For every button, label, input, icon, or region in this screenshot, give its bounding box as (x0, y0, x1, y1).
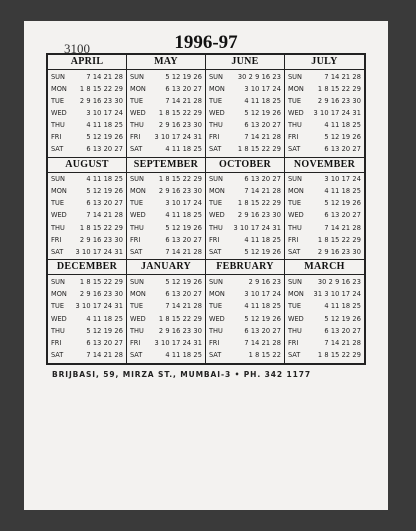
weekday-label: SUN (51, 175, 65, 184)
weekday-row (48, 223, 126, 234)
date-numbers: 4 11 18 25 (86, 314, 123, 323)
date-numbers: 6 13 20 27 (244, 175, 281, 184)
weekday-label: THU (209, 326, 223, 335)
date-numbers: 4 11 18 25 (86, 120, 123, 129)
weekday-row (48, 301, 126, 312)
date-numbers: 6 13 20 27 (86, 145, 123, 154)
weekday-label: THU (130, 120, 144, 129)
date-numbers: 6 13 20 27 (86, 199, 123, 208)
weekday-row (127, 210, 205, 221)
weekday-label: SAT (51, 247, 64, 256)
weekday-label: FRI (288, 235, 299, 244)
weekday-label: MON (51, 187, 67, 196)
weekday-label: SUN (130, 72, 144, 81)
date-numbers: 5 12 19 26 (86, 187, 123, 196)
date-numbers: 4 11 18 25 (244, 302, 281, 311)
weekday-row (206, 198, 284, 209)
date-numbers: 3 10 17 24 (244, 290, 281, 299)
weekday-label: FRI (209, 235, 220, 244)
weekday-row (206, 144, 284, 155)
month-block-july (285, 55, 364, 158)
weekday-label: TUE (209, 199, 223, 208)
weekday-row (206, 120, 284, 131)
date-numbers: 3 10 17 24 31 (75, 247, 123, 256)
month-name: NOVEMBER (285, 158, 364, 173)
date-numbers: 3 10 17 24 31 (154, 133, 202, 142)
date-numbers: 5 12 19 26 (324, 199, 361, 208)
weekday-row (48, 235, 126, 246)
weekday-label: SAT (288, 351, 301, 360)
date-numbers: 1 8 15 22 29 (158, 175, 202, 184)
weekday-row (285, 350, 364, 361)
weekday-label: SAT (130, 247, 143, 256)
weekday-label: FRI (209, 339, 220, 348)
weekday-row (206, 277, 284, 288)
weekday-label: MON (209, 84, 225, 93)
weekday-row (127, 289, 205, 300)
date-numbers: 1 8 15 22 (248, 351, 281, 360)
date-numbers: 7 14 21 28 (165, 247, 202, 256)
weekday-label: SUN (130, 277, 144, 286)
date-numbers: 4 11 18 25 (324, 302, 361, 311)
weekday-label: SAT (209, 247, 222, 256)
date-numbers: 1 8 15 22 29 (317, 351, 361, 360)
date-numbers: 5 12 19 26 (244, 314, 281, 323)
date-numbers: 5 12 19 26 (244, 247, 281, 256)
weekday-label: SUN (209, 175, 223, 184)
month-name: AUGUST (48, 158, 126, 173)
weekday-row (285, 235, 364, 246)
month-name: OCTOBER (206, 158, 284, 173)
weekday-label: WED (209, 108, 225, 117)
weekday-label: WED (51, 211, 67, 220)
weekday-label: MON (209, 187, 225, 196)
weekday-label: SAT (130, 351, 143, 360)
date-numbers: 2 9 16 23 30 (237, 211, 281, 220)
weekday-row (206, 132, 284, 143)
weekday-label: FRI (288, 133, 299, 142)
weekday-row (48, 210, 126, 221)
weekday-label: THU (51, 326, 65, 335)
week-rows (206, 70, 284, 157)
weekday-row (48, 186, 126, 197)
weekday-label: FRI (51, 133, 62, 142)
date-numbers: 3 10 17 24 31 (75, 302, 123, 311)
date-numbers: 5 12 19 26 (165, 72, 202, 81)
weekday-label: TUE (130, 96, 144, 105)
weekday-row (127, 338, 205, 349)
date-numbers: 7 14 21 28 (244, 187, 281, 196)
date-numbers: 1 8 15 22 29 (79, 223, 123, 232)
weekday-row (48, 174, 126, 185)
date-numbers: 7 14 21 28 (165, 302, 202, 311)
date-numbers: 2 9 16 23 30 (79, 235, 123, 244)
weekday-label: TUE (51, 302, 65, 311)
weekday-row (206, 186, 284, 197)
date-numbers: 30 2 9 16 23 (317, 277, 361, 286)
weekday-label: MON (130, 84, 146, 93)
month-grid (46, 53, 366, 365)
publisher-footer: BRIJBASI, 59, MIRZA ST., MUMBAI-3 • PH. 342 1177 (52, 370, 311, 379)
month-block-january (127, 260, 206, 363)
weekday-row (285, 247, 364, 258)
weekday-row (285, 301, 364, 312)
weekday-row (127, 223, 205, 234)
weekday-label: SAT (288, 145, 301, 154)
weekday-label: FRI (130, 339, 141, 348)
weekday-row (127, 120, 205, 131)
weekday-label: WED (130, 108, 146, 117)
weekday-label: MON (51, 290, 67, 299)
weekday-row (285, 144, 364, 155)
month-name: FEBRUARY (206, 260, 284, 275)
weekday-row (206, 72, 284, 83)
date-numbers: 7 14 21 28 (324, 223, 361, 232)
weekday-label: FRI (51, 339, 62, 348)
month-block-november (285, 158, 364, 261)
date-numbers: 2 9 16 23 30 (158, 326, 202, 335)
weekday-row (206, 84, 284, 95)
weekday-label: TUE (209, 302, 223, 311)
date-numbers: 6 13 20 27 (324, 326, 361, 335)
date-numbers: 4 11 18 25 (244, 96, 281, 105)
date-numbers: 7 14 21 28 (86, 211, 123, 220)
date-numbers: 7 14 21 28 (324, 339, 361, 348)
week-rows (285, 275, 364, 363)
weekday-label: MON (288, 290, 304, 299)
weekday-label: SUN (130, 175, 144, 184)
weekday-label: WED (288, 314, 304, 323)
calendar-title: 1996-97 (174, 32, 238, 53)
month-block-december (48, 260, 127, 363)
week-rows (206, 275, 284, 363)
date-numbers: 1 8 15 22 29 (158, 108, 202, 117)
date-numbers: 4 11 18 25 (324, 187, 361, 196)
weekday-row (285, 314, 364, 325)
date-numbers: 1 8 15 22 29 (317, 235, 361, 244)
date-numbers: 5 12 19 26 (165, 277, 202, 286)
weekday-label: THU (130, 223, 144, 232)
weekday-row (285, 289, 364, 300)
weekday-row (206, 314, 284, 325)
date-numbers: 4 11 18 25 (244, 235, 281, 244)
weekday-label: SUN (209, 277, 223, 286)
weekday-label: MON (288, 84, 304, 93)
date-numbers: 2 9 16 23 30 (158, 187, 202, 196)
date-numbers: 4 11 18 25 (165, 211, 202, 220)
weekday-row (285, 223, 364, 234)
month-block-june (206, 55, 285, 158)
weekday-label: FRI (51, 235, 62, 244)
month-name: APRIL (48, 55, 126, 70)
weekday-row (206, 326, 284, 337)
weekday-row (285, 186, 364, 197)
weekday-label: FRI (209, 133, 220, 142)
weekday-row (285, 277, 364, 288)
date-numbers: 6 13 20 27 (324, 211, 361, 220)
date-numbers: 3 10 17 24 31 (233, 223, 281, 232)
date-numbers: 7 14 21 28 (324, 72, 361, 81)
date-numbers: 5 12 19 26 (324, 133, 361, 142)
date-numbers: 2 9 16 23 30 (79, 290, 123, 299)
weekday-row (127, 277, 205, 288)
week-rows (48, 70, 126, 157)
weekday-label: FRI (130, 235, 141, 244)
weekday-label: WED (209, 314, 225, 323)
date-numbers: 1 8 15 22 29 (158, 314, 202, 323)
weekday-row (127, 72, 205, 83)
date-numbers: 3 10 17 24 (244, 84, 281, 93)
weekday-label: MON (51, 84, 67, 93)
weekday-row (285, 72, 364, 83)
weekday-row (48, 84, 126, 95)
weekday-row (48, 144, 126, 155)
weekday-row (48, 198, 126, 209)
week-rows (48, 275, 126, 363)
weekday-label: SUN (51, 72, 65, 81)
weekday-label: WED (288, 108, 304, 117)
month-name: JANUARY (127, 260, 205, 275)
date-numbers: 2 9 16 23 30 (317, 96, 361, 105)
date-numbers: 3 10 17 24 (165, 199, 202, 208)
weekday-label: SUN (209, 72, 223, 81)
weekday-row (48, 108, 126, 119)
date-numbers: 2 9 16 23 30 (317, 247, 361, 256)
weekday-row (127, 198, 205, 209)
weekday-row (206, 350, 284, 361)
weekday-label: THU (288, 120, 302, 129)
weekday-row (48, 350, 126, 361)
date-numbers: 5 12 19 26 (86, 133, 123, 142)
date-numbers: 1 8 15 22 29 (237, 145, 281, 154)
date-numbers: 7 14 21 28 (86, 351, 123, 360)
weekday-label: THU (209, 223, 223, 232)
date-numbers: 5 12 19 26 (86, 326, 123, 335)
date-numbers: 3 10 17 24 (324, 175, 361, 184)
weekday-row (48, 96, 126, 107)
weekday-row (285, 132, 364, 143)
weekday-label: THU (288, 326, 302, 335)
date-numbers: 5 12 19 26 (165, 223, 202, 232)
date-numbers: 4 11 18 25 (165, 351, 202, 360)
month-block-march (285, 260, 364, 363)
date-numbers: 6 13 20 27 (244, 326, 281, 335)
weekday-label: MON (130, 187, 146, 196)
weekday-row (285, 326, 364, 337)
date-numbers: 5 12 19 26 (244, 108, 281, 117)
date-numbers: 7 14 21 28 (244, 133, 281, 142)
calendar-card (24, 21, 388, 510)
weekday-label: SAT (288, 247, 301, 256)
date-numbers: 4 11 18 25 (165, 145, 202, 154)
weekday-label: THU (209, 120, 223, 129)
weekday-row (48, 120, 126, 131)
month-block-august (48, 158, 127, 261)
weekday-label: THU (51, 223, 65, 232)
weekday-label: SUN (288, 72, 302, 81)
weekday-row (206, 108, 284, 119)
weekday-row (285, 198, 364, 209)
weekday-row (48, 72, 126, 83)
date-numbers: 6 13 20 27 (86, 339, 123, 348)
weekday-row (127, 186, 205, 197)
weekday-row (206, 338, 284, 349)
date-numbers: 4 11 18 25 (86, 175, 123, 184)
date-numbers: 30 2 9 16 23 (237, 72, 281, 81)
weekday-row (206, 289, 284, 300)
date-numbers: 31 3 10 17 24 (313, 290, 361, 299)
weekday-row (206, 301, 284, 312)
date-numbers: 1 8 15 22 29 (237, 199, 281, 208)
weekday-row (285, 174, 364, 185)
date-numbers: 3 10 17 24 31 (313, 108, 361, 117)
week-rows (48, 173, 126, 260)
month-name: SEPTEMBER (127, 158, 205, 173)
weekday-row (285, 210, 364, 221)
weekday-row (48, 314, 126, 325)
date-numbers: 7 14 21 28 (86, 72, 123, 81)
date-numbers: 2 9 16 23 30 (158, 120, 202, 129)
week-rows (285, 173, 364, 260)
weekday-label: SUN (288, 175, 302, 184)
weekday-label: THU (288, 223, 302, 232)
date-numbers: 7 14 21 28 (165, 96, 202, 105)
date-numbers: 1 8 15 22 29 (317, 84, 361, 93)
weekday-row (127, 132, 205, 143)
weekday-label: SAT (130, 145, 143, 154)
weekday-label: THU (130, 326, 144, 335)
weekday-row (206, 210, 284, 221)
date-numbers: 3 10 17 24 (86, 108, 123, 117)
weekday-row (206, 174, 284, 185)
date-numbers: 4 11 18 25 (324, 120, 361, 129)
weekday-label: SUN (288, 277, 302, 286)
weekday-label: SUN (51, 277, 65, 286)
weekday-row (127, 326, 205, 337)
weekday-label: FRI (288, 339, 299, 348)
month-name: DECEMBER (48, 260, 126, 275)
weekday-row (127, 235, 205, 246)
date-numbers: 6 13 20 27 (165, 290, 202, 299)
weekday-label: FRI (130, 133, 141, 142)
weekday-row (285, 108, 364, 119)
weekday-label: WED (130, 314, 146, 323)
week-rows (127, 70, 205, 157)
weekday-row (285, 120, 364, 131)
weekday-row (285, 84, 364, 95)
date-numbers: 7 14 21 28 (244, 339, 281, 348)
date-numbers: 3 10 17 24 31 (154, 339, 202, 348)
weekday-row (48, 247, 126, 258)
weekday-label: SAT (209, 351, 222, 360)
weekday-row (206, 223, 284, 234)
weekday-row (48, 326, 126, 337)
month-block-april (48, 55, 127, 158)
weekday-row (206, 235, 284, 246)
weekday-label: SAT (51, 351, 64, 360)
weekday-label: WED (51, 314, 67, 323)
weekday-row (127, 96, 205, 107)
weekday-row (48, 277, 126, 288)
weekday-label: SAT (209, 145, 222, 154)
date-numbers: 1 8 15 22 29 (79, 277, 123, 286)
weekday-label: WED (288, 211, 304, 220)
date-numbers: 6 13 20 27 (165, 235, 202, 244)
weekday-row (127, 108, 205, 119)
month-name: MAY (127, 55, 205, 70)
weekday-label: WED (209, 211, 225, 220)
weekday-row (206, 247, 284, 258)
month-block-october (206, 158, 285, 261)
week-rows (285, 70, 364, 157)
weekday-row (285, 338, 364, 349)
month-name: JULY (285, 55, 364, 70)
card-code: 3100 (64, 41, 90, 56)
month-block-september (127, 158, 206, 261)
week-rows (206, 173, 284, 260)
weekday-row (127, 314, 205, 325)
weekday-row (48, 132, 126, 143)
date-numbers: 6 13 20 27 (165, 84, 202, 93)
weekday-label: TUE (209, 96, 223, 105)
weekday-label: TUE (130, 302, 144, 311)
weekday-row (206, 96, 284, 107)
weekday-label: TUE (130, 199, 144, 208)
weekday-row (127, 301, 205, 312)
weekday-row (48, 289, 126, 300)
weekday-label: TUE (51, 199, 65, 208)
date-numbers: 6 13 20 27 (244, 120, 281, 129)
weekday-row (127, 350, 205, 361)
weekday-row (285, 96, 364, 107)
weekday-label: THU (51, 120, 65, 129)
date-numbers: 2 9 16 23 (248, 277, 281, 286)
weekday-label: MON (288, 187, 304, 196)
weekday-label: MON (209, 290, 225, 299)
weekday-label: WED (130, 211, 146, 220)
weekday-label: MON (130, 290, 146, 299)
date-numbers: 5 12 19 26 (324, 314, 361, 323)
weekday-row (127, 247, 205, 258)
week-rows (127, 275, 205, 363)
week-rows (127, 173, 205, 260)
weekday-row (127, 84, 205, 95)
month-name: JUNE (206, 55, 284, 70)
weekday-row (127, 174, 205, 185)
date-numbers: 6 13 20 27 (324, 145, 361, 154)
weekday-label: TUE (288, 302, 302, 311)
weekday-row (48, 338, 126, 349)
weekday-label: TUE (51, 96, 65, 105)
weekday-label: TUE (288, 96, 302, 105)
date-numbers: 1 8 15 22 29 (79, 84, 123, 93)
weekday-row (127, 144, 205, 155)
month-block-may (127, 55, 206, 158)
weekday-label: SAT (51, 145, 64, 154)
date-numbers: 2 9 16 23 30 (79, 96, 123, 105)
weekday-label: TUE (288, 199, 302, 208)
month-block-february (206, 260, 285, 363)
weekday-label: WED (51, 108, 67, 117)
month-name: MARCH (285, 260, 364, 275)
